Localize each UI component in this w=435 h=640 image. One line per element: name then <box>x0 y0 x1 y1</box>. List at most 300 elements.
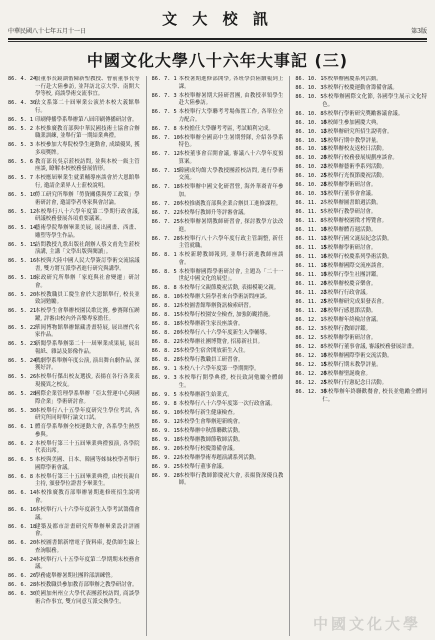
entry-date: 86. 11. 25 <box>295 299 327 306</box>
entry-text: 本校師生參加國慶大典。 <box>322 119 382 126</box>
chronicle-entry <box>295 380 427 388</box>
archive-watermark: 中國文化大學 <box>312 615 421 633</box>
entry-date: 86. 5. 3 <box>8 142 33 149</box>
entry-text: 本校舉行教師評鑑。 <box>322 326 371 333</box>
chronicle-entry <box>295 317 427 325</box>
entry-text: 本校舉辦國際學術交流活動。 <box>322 353 393 360</box>
entry-text: 本校舉辦全國高中生暑期營隊, 介紹各學系特色。 <box>178 134 284 149</box>
entry-date: 86. 8. 28 <box>151 357 180 364</box>
entry-date: 86. 7. 28 <box>151 235 180 242</box>
entry-text: 本校舉行傑出校友選拔, 表揚在各行各業表現優異之校友。 <box>35 374 140 388</box>
entry-date: 86. 5. 10 <box>8 192 37 199</box>
entry-text: 本校舉辦校慶音樂會。 <box>322 281 377 288</box>
entry-text: 戲劇學系舉辦年度公演, 演出舞台劇作品, 深獲好評。 <box>35 357 140 372</box>
entry-text: 本校舉行教職員工研習會。 <box>178 357 244 364</box>
entry-text: 本校舉行董事會議。 <box>178 463 228 470</box>
entry-text: 本校舉辦學術研討會。 <box>322 245 377 252</box>
entry-text: 本校圖書館新增電子資料庫, 提供師生線上查詢服務。 <box>35 540 140 554</box>
chronicle-entry <box>8 242 140 257</box>
entry-text: 本校舉行八十六學年度行政主管調整, 新任主管就職。 <box>178 235 284 250</box>
chronicle-entry <box>152 201 284 209</box>
chronicle-entry <box>295 76 427 84</box>
entry-date: 86. 9. 25 <box>151 463 180 470</box>
entry-date: 86. 5. 12 <box>8 208 37 215</box>
entry-text: 本校參加大專院校學生運動會, 成績優異, 獲多項獎牌。 <box>35 142 140 156</box>
chronicle-entry <box>8 292 140 307</box>
entry-date: 86. 10. 3 <box>295 84 324 91</box>
chronicle-entry <box>152 109 284 124</box>
entry-text: 本校舉行國父誕辰紀念活動。 <box>322 236 393 243</box>
column-3 <box>289 76 427 636</box>
entry-date: 86. 11. 22 <box>295 290 327 297</box>
chronicle-entry <box>295 272 427 280</box>
entry-date: 86. 5. 2 <box>8 125 33 132</box>
chronicle-entry <box>295 263 427 271</box>
entry-date: 86. 6. 24 <box>8 556 37 563</box>
entry-date: 86. 5. 28 <box>8 390 37 397</box>
masthead-rule-thin <box>8 41 427 42</box>
chronicle-entry <box>8 374 140 389</box>
chronicle-entry <box>152 151 284 166</box>
chronicle-entry <box>8 308 140 323</box>
entry-text: 本校舉辦藝術季系列活動。 <box>322 164 388 171</box>
entry-text: 教育部長吳京蒞校訪問, 並與本校一級主管座談, 瞭解本校校務發展情形。 <box>35 158 140 173</box>
entry-text: 本校圖書館舉辦資訊檢索研習。 <box>178 303 255 310</box>
chronicle-entry <box>8 192 140 207</box>
entry-date: 86. 10. 20 <box>295 155 327 162</box>
entry-date: 86. 10. 12 <box>295 128 327 135</box>
entry-date: 86. 5. 26 <box>8 374 37 381</box>
entry-text: 本校舉辦暑期教師研習會, 探討教學方法改進。 <box>178 219 284 233</box>
entry-date: 86. 11. 12 <box>295 236 327 243</box>
chronicle-entry <box>8 408 140 423</box>
entry-text: 本校舉辦聖誕晚會。 <box>322 371 371 378</box>
chronicle-entry <box>295 290 427 298</box>
entry-text: 本校舉行感恩節活動。 <box>322 308 377 315</box>
entry-text: 美國加州州立大學代表團蒞校訪問, 商談學術合作事宜, 雙方同意互派交換學生。 <box>35 591 140 605</box>
chronicle-entry <box>152 126 284 134</box>
entry-text: 本校舉行光復節慶祝活動。 <box>322 173 388 180</box>
entry-date: 86. 7. 22 <box>151 210 180 217</box>
entry-date: 86. 12. 8 <box>295 344 324 351</box>
chronicle-entry <box>295 236 427 244</box>
chronicle-entry <box>295 299 427 307</box>
column-1 <box>8 76 140 636</box>
entry-text: 訪問教授九歌出版社創辦人蔡文甫先生蒞校演講, 主講「文學出版與閱讀」。 <box>35 241 140 256</box>
chronicle-entry <box>295 111 427 119</box>
entry-text: 本校舉辦大陸學者來台學術訪問座談。 <box>178 294 271 301</box>
chronicle-entry <box>152 464 284 472</box>
entry-text: 本校舉辦研究所招生說明會。 <box>322 128 393 135</box>
entry-text: 本校舉辦校友返校日活動。 <box>322 146 388 153</box>
chronicle-entry <box>152 410 284 418</box>
chronicle-entry <box>295 344 427 352</box>
chronicle-entry <box>8 175 140 190</box>
entry-date: 86. 5. 16 <box>8 258 37 265</box>
chronicle-entry <box>152 348 284 356</box>
chronicle-entry <box>8 507 140 522</box>
column-2 <box>146 76 284 636</box>
entry-date: 86. 10. 1 <box>295 76 324 82</box>
chronicle-entry <box>8 591 140 606</box>
entry-date: 86. 7. 10 <box>151 134 180 141</box>
chronicle-entry <box>295 138 427 146</box>
chronicle-entry <box>8 275 140 290</box>
entry-date: 86. 9. 20 <box>151 445 180 452</box>
entry-text: 本校舉行八十五學年度研究生學位考試, 各研究所同時舉行論文口試。 <box>35 407 140 422</box>
entry-date: 86. 7. 8 <box>151 125 177 132</box>
entry-text: 本校董事會召開會議, 審議八十六學年度預算案。 <box>178 151 284 165</box>
entry-date: 86. 5. 23 <box>8 341 37 348</box>
chronicle-entry <box>8 557 140 572</box>
entry-date: 86. 5. 20 <box>8 291 37 298</box>
chronicle-entry <box>295 85 427 93</box>
entry-date: 86. 9. 10 <box>151 409 180 416</box>
entry-date: 86. 11. 15 <box>295 245 327 252</box>
entry-text: 本校舉行大學聯考考場佈置工作, 各單位全力配合。 <box>178 109 284 123</box>
entry-text: 本校教職員工慶生會於大恩館舉行, 校長並致詞勉勵。 <box>35 291 140 306</box>
entry-date: 86. 5. 24 <box>8 357 37 364</box>
chronicle-entry <box>295 362 427 370</box>
chronicle-entry <box>295 353 427 361</box>
entry-text: 本校學生會舉辦校園民歌比賽, 參賽隊伍踴躍, 評審由校內外音樂專家擔任。 <box>35 308 140 322</box>
entry-text: 本校舉辦學術研討會。 <box>322 335 377 342</box>
entry-text: 本校舉辦圖書館週活動。 <box>322 200 382 207</box>
chronicle-entry <box>152 419 284 427</box>
chronicle-entry <box>295 164 427 172</box>
chronicle-entry <box>8 126 140 141</box>
entry-text: 本校教職員參加教育部舉辦之教學研討會。 <box>35 582 138 589</box>
entry-text: 本校暑期進修部開學, 各班學員陸續報到上課。 <box>178 76 284 90</box>
entry-date: 86. 5. 30 <box>8 407 37 414</box>
entry-date: 86. 6. 30 <box>8 591 37 598</box>
entry-text: 本校應屆畢業生就業輔導座談會於大恩館舉行, 邀請企業界人士蒞校說明。 <box>35 175 140 190</box>
entry-date: 86. 6. 2 <box>8 440 33 447</box>
chronicle-entry <box>152 294 284 302</box>
entry-text: 本校舉行學生社團評鑑。 <box>322 272 382 279</box>
entry-text: 體育學系舉辦全校運動大會, 各系學生熱烈參與。 <box>35 424 140 438</box>
chronicle-entry <box>8 325 140 340</box>
entry-text: 本校舉行期中教學評量。 <box>322 137 382 144</box>
entry-date: 86. 8. 25 <box>151 348 180 355</box>
entry-date: 86. 5. 6 <box>8 158 33 165</box>
entry-date: 86. 11. 10 <box>295 227 327 234</box>
chronicle-entry <box>8 540 140 555</box>
chronicle-entry <box>295 254 427 262</box>
entry-text: 本校舉行董事會會議。 <box>322 191 377 198</box>
entry-date: 86. 7. 3 <box>151 92 177 99</box>
entry-date: 86. 10. 28 <box>295 182 327 189</box>
entry-date: 86. 11. 8 <box>295 218 324 225</box>
entry-date: 86. 11. 2 <box>295 200 324 207</box>
entry-date: 86. 8. 5 <box>151 268 177 275</box>
chronicle-entry <box>295 227 427 235</box>
chronicle-entry <box>152 168 284 183</box>
entry-text: 華岡博物館舉辦館藏書畫特展, 展出歷代名家作品。 <box>35 324 140 339</box>
chronicle-entry <box>8 582 140 590</box>
entry-date: 86. 8. 20 <box>151 330 180 337</box>
entry-date: 86. 10. 25 <box>295 173 327 180</box>
chronicle-entry <box>8 524 140 539</box>
chronicle-entry <box>8 100 140 115</box>
entry-text: 本校與美國、日本、韓國等姊妹校學者舉行國際學術會議。 <box>35 457 140 471</box>
chronicle-entry <box>295 371 427 379</box>
entry-date: 86. 7. 15 <box>151 167 180 174</box>
entry-text: 本校舉行八十六學年度新生入學考試籌備會議。 <box>35 507 140 521</box>
chronicle-entry <box>295 182 427 190</box>
chronicle-entry <box>8 424 140 439</box>
article-columns <box>8 76 427 636</box>
entry-date: 86. 5. 15 <box>8 241 37 248</box>
entry-text: 本校舉行教師節慶祝大會, 表揚資深優良教師。 <box>178 472 284 487</box>
entry-date: 86. 11. 20 <box>295 281 327 288</box>
entry-text: 本校舉行行憲紀念日活動。 <box>322 380 388 387</box>
entry-text: 新聞學系舉辦第二十一屆畢業成果展, 展出報紙、雜誌及影像作品。 <box>35 341 140 355</box>
entry-text: 本校舉行八十六學年度新生入學輔導。 <box>178 330 271 337</box>
entry-date: 86. 7. 20 <box>151 201 180 208</box>
entry-text: 建築及都市計畫研究所舉辦畢業設計評圖會。 <box>35 523 140 538</box>
chronicle-entry <box>152 330 284 338</box>
entry-date: 86. 8. 8 <box>151 285 177 292</box>
page-number: 第3版 <box>411 28 427 35</box>
entry-date: 86. 7. 18 <box>151 184 180 191</box>
masthead-rule <box>8 38 427 40</box>
entry-text: 印刷傳播學系舉辦第八屆印刷傳播研討會。 <box>35 116 138 123</box>
chronicle-entry <box>8 441 140 456</box>
entry-date: 86. 9. 28 <box>151 472 180 479</box>
entry-date: 86. 9. 3 <box>151 375 177 382</box>
entry-text: 本校舉辦國慶系列活動。 <box>322 76 382 82</box>
entry-text: 家政研究所舉辦「家庭與社會變遷」研討會。 <box>35 274 140 289</box>
chronicle-entry <box>152 366 284 374</box>
entry-date: 86. 12. 20 <box>295 371 327 378</box>
entry-date: 86. 5. 18 <box>8 274 37 281</box>
chronicle-entry <box>152 401 284 409</box>
entry-text: 本校舉行校園安全檢查, 加強防颱措施。 <box>178 312 274 319</box>
entry-date: 86. 10. 5 <box>295 93 324 100</box>
entry-text: 本校舉行開學典禮, 校長致詞勉勵全體師生。 <box>178 375 284 389</box>
chronicle-entry <box>8 225 140 240</box>
entry-text: 本校舉辦新生始業式。 <box>178 391 233 398</box>
chronicle-entry <box>295 155 427 163</box>
chronicle-entry <box>152 473 284 488</box>
entry-text: 本校舉辦年終檢討會議。 <box>322 317 382 324</box>
chronicle-entry <box>295 129 427 137</box>
entry-text: 本校學生會舉辦迎新晚會。 <box>178 418 244 425</box>
entry-date: 86. 6. 8 <box>8 473 33 480</box>
entry-date: 86. 5. 14 <box>8 225 37 232</box>
entry-date: 86. 10. 10 <box>295 119 327 126</box>
entry-text: 本校舉辦教師節敬師活動。 <box>178 436 244 443</box>
entry-date: 86. 7. 12 <box>151 151 180 158</box>
entry-text: 本校舉行校慶系列學術活動。 <box>322 254 393 261</box>
entry-text: 本校舉辦學術專題演講系列活動。 <box>178 454 260 461</box>
entry-text: 勞工研究所舉辦「勞資關係與勞工政策」學術研討會, 邀請學者專家與會討論。 <box>35 192 140 206</box>
entry-date: 86. 9. 18 <box>151 436 180 443</box>
entry-text: 本校舉行期末教學評量。 <box>322 362 382 369</box>
entry-text: 本校舉行新生健康檢查。 <box>178 409 238 416</box>
entry-text: 本校舉辦國際交流座談會。 <box>322 263 388 270</box>
entry-text: 本校與大陸中國人民大學簽訂學術交流協議書, 雙方將互派學者進行研究與講學。 <box>35 258 140 272</box>
entry-text: 本校舉行教師升等評審會議。 <box>178 210 249 217</box>
chronicle-entry <box>152 135 284 150</box>
chronicle-entry <box>8 159 140 174</box>
entry-date: 86. 11. 19 <box>295 272 327 279</box>
entry-text: 本校舉行八十六學年度第二學期行政會議, 研議校務發展各項重要議案。 <box>35 208 140 223</box>
entry-date: 86. 9. 15 <box>151 427 180 434</box>
entry-text: 本校推廣教育部與企業合辦員工進修課程。 <box>178 201 282 208</box>
entry-date: 86. 6. 1 <box>8 424 33 431</box>
chronicle-entry <box>8 117 140 125</box>
chronicle-entry <box>8 209 140 224</box>
entry-date: 86. 8. 22 <box>151 339 180 346</box>
entry-text: 本校新聘教師報到, 並舉行新進教師座談會。 <box>178 252 284 266</box>
entry-text: 本校八十六學年度第一學期開學。 <box>178 366 260 373</box>
entry-date: 86. 11. 16 <box>295 254 327 261</box>
chronicle-entry <box>295 94 427 109</box>
chronicle-entry <box>8 474 140 489</box>
entry-text: 本校舉行父親節慶祝活動, 表揚模範父親。 <box>178 285 280 292</box>
chronicle-entry <box>295 335 427 343</box>
entry-date: 86. 10. 18 <box>295 146 327 153</box>
entry-text: 本校舉辦中國文化研習營, 海外華裔青年參加。 <box>178 184 284 199</box>
entry-text: 本校舉辦社團博覽會, 招募新社員。 <box>178 339 263 346</box>
entry-date: 86. 8. 12 <box>151 303 180 310</box>
entry-text: 韓國成均館大學教授團蒞校訪問, 進行學術交流。 <box>178 167 284 182</box>
entry-text: 本校舉辦中秋節聯歡活動。 <box>178 427 244 434</box>
chronicle-entry <box>152 339 284 347</box>
chronicle-entry <box>8 490 140 505</box>
entry-date: 86. 10. 22 <box>295 164 327 171</box>
entry-date: 86. 10. 8 <box>295 110 324 117</box>
chronicle-entry <box>295 173 427 181</box>
entry-date: 86. 7. 25 <box>151 219 180 225</box>
entry-date: 86. 6. 28 <box>8 582 37 589</box>
entry-date: 86. 7. 5 <box>151 109 177 116</box>
chronicle-entry <box>295 200 427 208</box>
entry-text: 張董事長鏡湖偕陳新聖教授、曹前董事長等一行赴大陸參訪, 並拜訪北京大學、南開大學等校, 商談學術交流事宜。 <box>35 76 140 98</box>
entry-date: 86. 8. 15 <box>151 312 180 319</box>
entry-text: 本校舉辦學術研討會。 <box>322 182 377 189</box>
entry-date: 86. 6. 18 <box>8 523 37 530</box>
entry-date: 86. 5. 7 <box>8 175 33 182</box>
entry-date: 86. 10. 15 <box>295 137 327 144</box>
chronicle-entry <box>295 389 427 404</box>
entry-text: 本校擔任大學聯考考區, 考試順利完成。 <box>178 125 274 132</box>
masthead <box>8 6 427 36</box>
chronicle-entry <box>152 455 284 463</box>
entry-text: 本校舉辦年終聯歡餐會, 校長並勉勵全體同仁。 <box>322 389 428 403</box>
chronicle-entry <box>8 341 140 356</box>
chronicle-entry <box>152 446 284 454</box>
entry-text: 本校舉行校務發展規劃座談會。 <box>322 155 398 162</box>
entry-date: 86. 8. 18 <box>151 321 180 328</box>
masthead-meta <box>8 28 427 35</box>
chronicle-entry <box>152 375 284 390</box>
entry-text: 本校舉辦體育週活動。 <box>322 227 377 234</box>
entry-date: 86. 6. 14 <box>8 490 37 497</box>
chronicle-entry <box>8 142 140 157</box>
entry-text: 本校舉辦國際文化節, 各國學生展示文化特色。 <box>322 93 428 108</box>
chronicle-entry <box>295 326 427 334</box>
chronicle-entry <box>152 93 284 108</box>
entry-date: 86. 6. 16 <box>8 507 37 514</box>
issue-date: 中華民國八十七年五月十一日 <box>8 28 87 35</box>
chronicle-entry <box>152 392 284 400</box>
entry-date: 86. 11. 5 <box>295 209 324 216</box>
entry-text: 本校舉行校慶運動會籌備會議。 <box>322 84 398 91</box>
entry-text: 本校舉辦國際學術研討會, 主題為「二十一世紀中國文化的展望」。 <box>178 268 284 283</box>
entry-date: 86. 7. 1 <box>151 76 177 82</box>
entry-date: 86. 9. 12 <box>151 418 180 425</box>
entry-date: 86. 9. 1 <box>151 366 177 373</box>
chronicle-entry <box>152 184 284 199</box>
chronicle-entry <box>8 573 140 581</box>
chronicle-entry <box>295 146 427 154</box>
chronicle-entry <box>152 210 284 218</box>
entry-date: 86. 12. 30 <box>295 389 327 396</box>
entry-date: 86. 9. 5 <box>151 391 177 398</box>
entry-text: 國際企業管理學系舉辦「亞太營運中心與國際企業」學術研討會。 <box>35 390 140 405</box>
entry-date: 86. 5. 22 <box>8 324 37 331</box>
chronicle-entry <box>152 285 284 293</box>
entry-date: 86. 12. 3 <box>295 326 324 333</box>
entry-text: 學務處舉辦暑期社團幹部訓練營。 <box>35 573 116 580</box>
entry-date: 86. 5. 21 <box>8 308 37 315</box>
entry-date: 86. 8. 10 <box>151 294 180 301</box>
entry-text: 法文系第二十屆畢業公演於本校大義館舉行。 <box>35 100 140 114</box>
entry-text: 本校舉行行政會議。 <box>322 290 371 297</box>
chronicle-entry <box>295 308 427 316</box>
chronicle-entry <box>152 252 284 267</box>
entry-date: 86. 9. 8 <box>151 400 177 407</box>
chronicle-entry <box>152 321 284 329</box>
chronicle-entry <box>295 281 427 289</box>
entry-date: 86. 5. 1 <box>8 116 33 123</box>
entry-date: 86. 10. 31 <box>295 191 327 198</box>
entry-text: 本校舉行董事會議, 審議校務發展計畫。 <box>322 344 418 351</box>
chronicle-entry <box>295 245 427 253</box>
newspaper-title: 文 大 校 訊 <box>162 10 273 28</box>
entry-date: 86. 4. 24 <box>8 76 37 82</box>
entry-date: 86. 12. 25 <box>295 380 327 387</box>
chronicle-entry <box>295 218 427 226</box>
chronicle-entry <box>152 303 284 311</box>
entry-date: 86. 12. 5 <box>295 335 324 342</box>
chronicle-entry <box>295 191 427 199</box>
chronicle-entry <box>152 236 284 251</box>
entry-date: 86. 12. 15 <box>295 362 327 369</box>
entry-text: 本校舉行學術研究獎勵審議會議。 <box>322 110 404 117</box>
entry-date: 86. 12. 1 <box>295 317 324 324</box>
entry-date: 86. 6. 5 <box>8 457 33 464</box>
entry-date: 86. 12. 10 <box>295 353 327 360</box>
entry-text: 本校學生宿舍開放新生入住。 <box>178 348 249 355</box>
entry-date: 86. 6. 26 <box>8 573 37 580</box>
chronicle-entry <box>152 357 284 365</box>
chronicle-entry <box>8 391 140 406</box>
chronicle-entry <box>152 437 284 445</box>
entry-text: 本校舉行校慶籌備會議。 <box>178 445 238 452</box>
chronicle-entry <box>8 258 140 273</box>
entry-text: 本校舉行教學研討會。 <box>322 209 377 216</box>
entry-text: 本校舉行八十六學年度第一次行政會議。 <box>178 400 276 407</box>
entry-text: 本校舉行八十五學年度第二學期期末校務會議。 <box>35 556 140 571</box>
chronicle-entry <box>152 219 284 234</box>
entry-text: 本校舉行第三十五屆畢業典禮預演, 各學院代表出席。 <box>35 440 140 455</box>
chronicle-entry <box>295 120 427 128</box>
entry-text: 本校推廣教育部與中華民國技術士協會合辦職業訓練, 並舉行第一期結業典禮。 <box>35 125 140 140</box>
